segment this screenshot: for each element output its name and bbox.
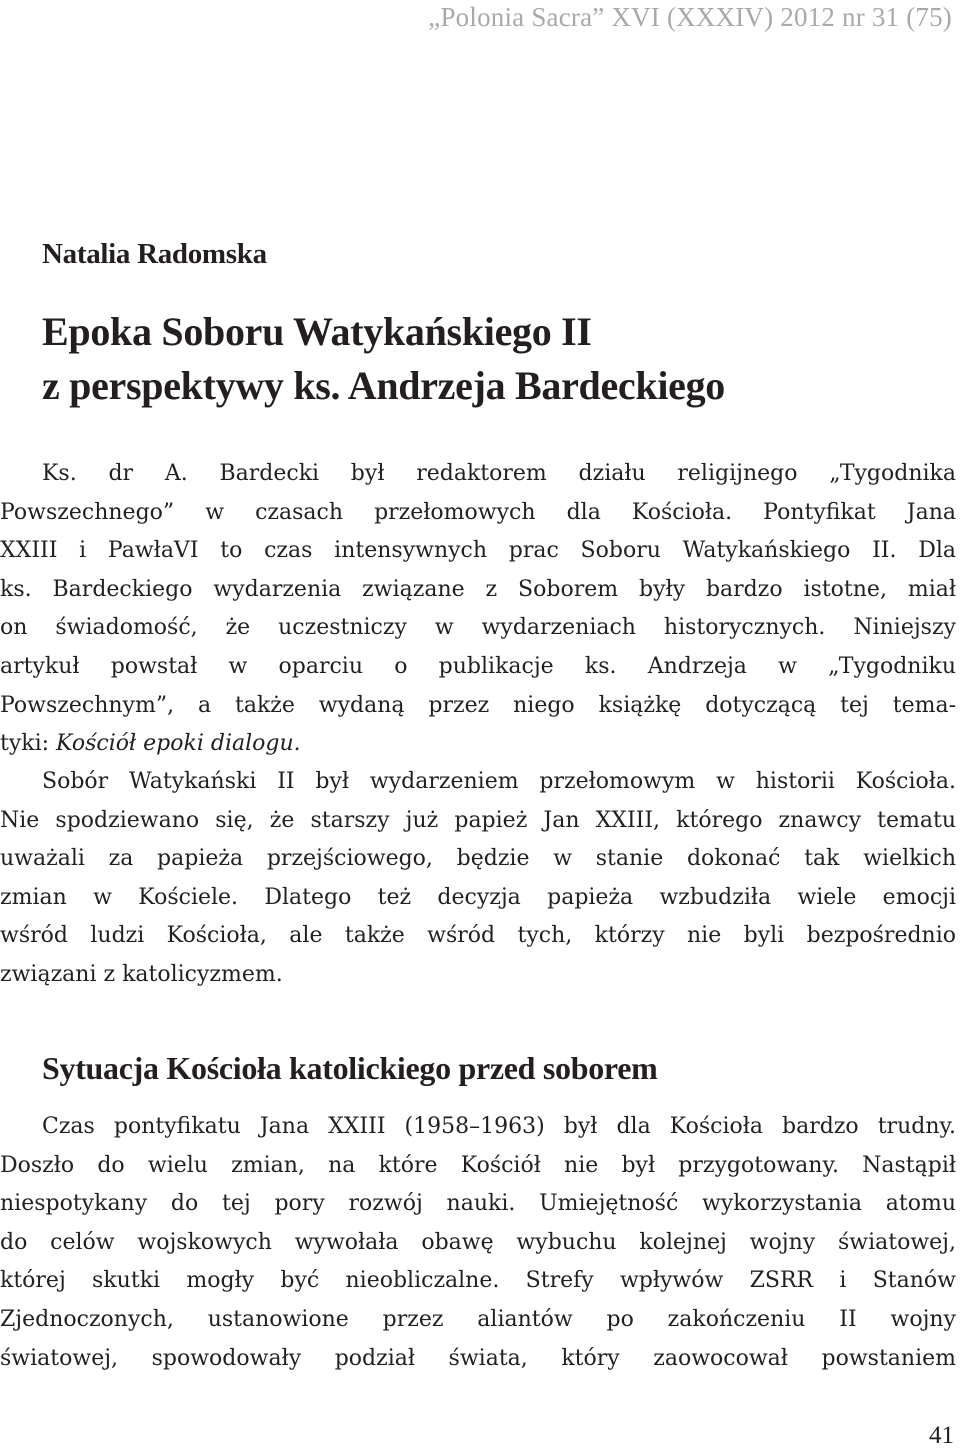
section-heading: Sytuacja Kościoła katolickiego przed soborem <box>42 1050 658 1086</box>
paragraph-line: Powszechnym”, a także wydaną przez niego książkę dotyczącą tej tema- <box>0 692 956 718</box>
paragraph-line: do celów wojskowych wywołała obawę wybuchu kolejnej wojny światowej, <box>0 1229 956 1255</box>
paragraph-line: światowej, spowodowały podział świata, który zaowocował powstaniem <box>0 1345 956 1371</box>
paragraph-situation <box>0 1108 956 1378</box>
paragraph-line: ks. Bardeckiego wydarzenia związane z Soborem były bardzo istotne, miał <box>0 576 956 602</box>
paragraph-line: Czas pontyfikatu Jana XXIII (1958–1963) był dla Kościoła bardzo trudny. <box>42 1114 956 1139</box>
article-title-line-2: z perspektywy ks. Andrzeja Bardeckiego <box>42 363 725 408</box>
article-title-line-1: Epoka Soboru Watykańskiego II <box>42 309 592 354</box>
paragraph-line: Ks. dr A. Bardecki był redaktorem działu religijnego „Tygodnika <box>42 461 956 486</box>
paragraph-line: niespotykany do tej pory rozwój nauki. Umiejętność wykorzystania atomu <box>0 1191 956 1217</box>
paragraph-line: Powszechnego” w czasach przełomowych dla Kościoła. Pontyfikat Jana <box>0 499 956 525</box>
paragraph-line: Nie spodziewano się, że starszy już papież Jan XXIII, którego znawcy tematu <box>0 807 956 833</box>
paragraph-line: XXIII i PawłaVI to czas intensywnych prac Soboru Watykańskiego II. Dla <box>0 538 956 564</box>
paragraph-line: Zjednoczonych, ustanowione przez aliantów po zakończeniu II wojny <box>0 1306 956 1332</box>
paragraph-line: której skutki mogły być nieobliczalne. Strefy wpływów ZSRR i Stanów <box>0 1268 956 1294</box>
paragraph-intro <box>0 455 956 764</box>
page-number: 41 <box>929 1422 954 1449</box>
article-author: Natalia Radomska <box>42 238 267 270</box>
paragraph-line <box>0 725 956 764</box>
paragraph-line: on świadomość, że uczestniczy w wydarzeniach historycznych. Niniejszy <box>0 615 956 641</box>
paragraph-line: zmian w Kościele. Dlatego też decyzja papieża wzbudziła wiele emocji <box>0 884 956 910</box>
running-header: „Polonia Sacra” XVI (XXXIV) 2012 nr 31 (75) <box>428 2 952 32</box>
book-title: Kościół epoki dialogu. <box>56 731 301 757</box>
paragraph-line: artykuł powstał w oparciu o publikacje ks. Andrzeja w „Tygodniku <box>0 653 956 679</box>
paragraph-line: wśród ludzi Kościoła, ale także wśród tych, którzy nie byli bezpośrednio <box>0 923 956 949</box>
paragraph-line-prefix: tyki: <box>0 731 57 757</box>
paragraph-line: Sobór Watykański II był wydarzeniem przełomowym w historii Kościoła. <box>42 769 956 794</box>
paragraph-council <box>0 763 956 995</box>
paragraph-line: uważali za papieża przejściowego, będzie w stanie dokonać tak wielkich <box>0 846 956 872</box>
paragraph-line: Doszło do wielu zmian, na które Kościół nie był przygotowany. Nastąpił <box>0 1152 956 1178</box>
article-title <box>42 305 725 413</box>
paragraph-line: związani z katolicyzmem. <box>0 961 283 987</box>
